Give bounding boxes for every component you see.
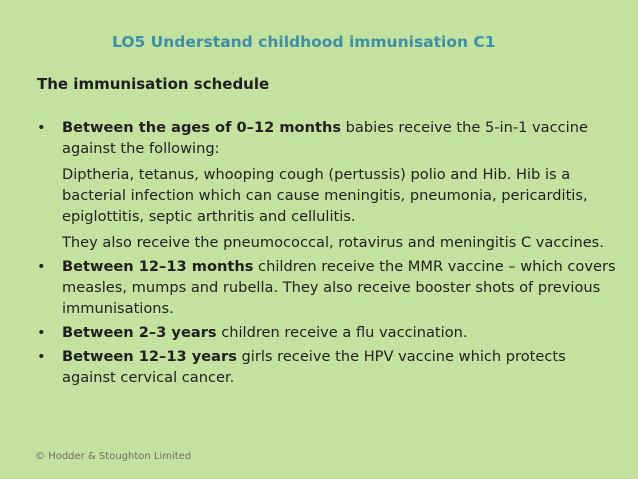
bullet-list [37,117,617,388]
bullet-text: girls receive the HPV vaccine which protects against cervical cancer. [62,348,566,386]
sub-paragraph: They also receive the pneumococcal, rotavirus and meningitis C vaccines. [62,234,604,251]
bullet-item [37,346,617,388]
bullet-text: children receive the MMR vaccine – which covers measles, mumps and rubella. They also receive booster shots of previous immunisations. [62,258,616,317]
slide-title: LO5 Understand childhood immunisation C1 [112,33,496,51]
bullet-text: children receive a flu vaccination. [216,324,468,341]
slide-subtitle: The immunisation schedule [37,75,270,93]
bullet-bold-text: Between 2–3 years [62,324,217,341]
bullet-bold-text: Between 12–13 years [62,348,237,365]
bullet-item [37,117,617,159]
bullet-item [37,256,617,319]
bullet-text: babies receive the 5-in-1 vaccine against the following: [62,119,588,157]
bullet-bold-text: Between 12–13 months [62,258,254,275]
sub-paragraph: Diptheria, tetanus, whooping cough (pertussis) polio and Hib. Hib is a bacterial infection which can cause meningitis, pneumonia, pericarditis, epiglottitis, septic arthritis and cellulitis. [62,166,588,225]
bullet-item [37,322,617,343]
bullet-bold-text: Between the ages of 0–12 months [62,119,342,136]
copyright-notice: © Hodder & Stoughton Limited [35,451,192,462]
